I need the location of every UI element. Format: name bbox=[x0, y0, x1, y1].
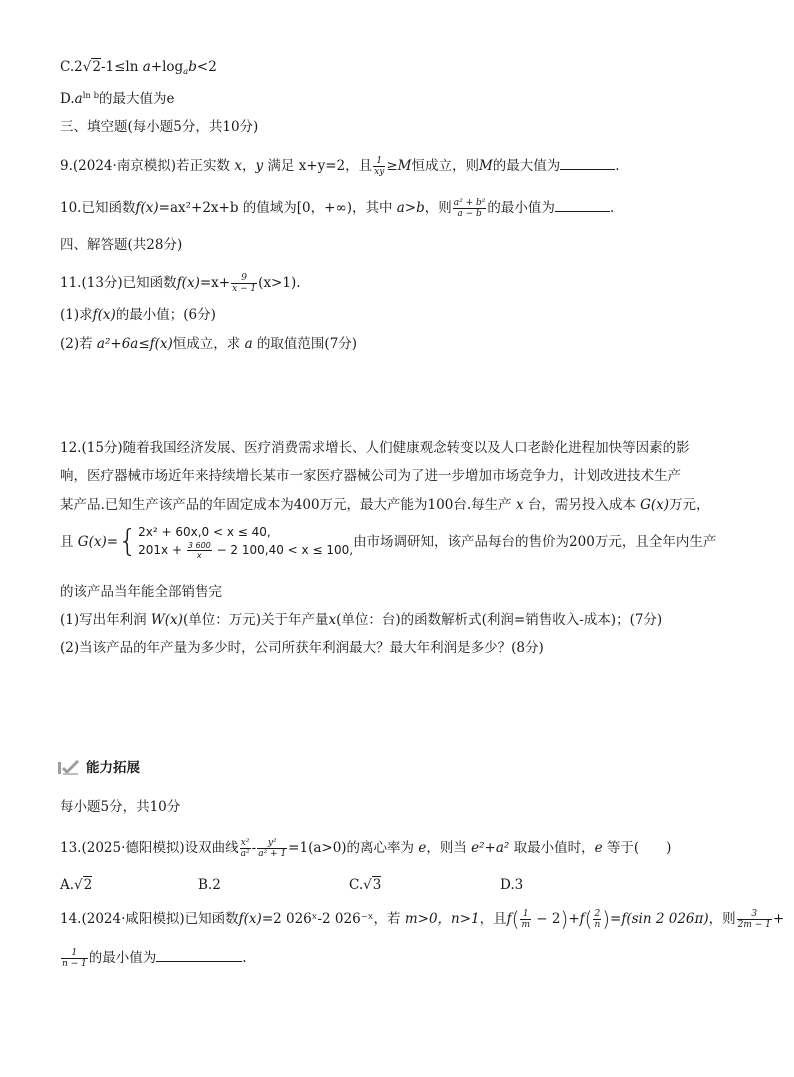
q13-option-a[interactable]: A.√2 bbox=[60, 877, 93, 893]
q9-fraction: $\frac{1}{xy}$ bbox=[374, 156, 385, 177]
q10-answer-blank[interactable] bbox=[555, 199, 610, 212]
question-9: 9.(2024·南京模拟)若正实数 x，y 满足 x+y=2，且 $\frac{1}{xy}$ ≥M恒成立，则M的最大值为 . bbox=[60, 156, 620, 177]
piecewise-brace: { bbox=[118, 524, 138, 559]
q8-option-c: C.2√2-1≤ln $a+\log_ab<2$ bbox=[60, 59, 217, 77]
question-12-part-1: (1)写出年利润 W(x)(单位：万元)关于年产量x(单位：台)的函数解析式(利润=销售收入-成本)；(7分) bbox=[60, 612, 663, 628]
question-12-line-4: 且 G(x)={ 2x² + 60x,0 < x ≤ 40, 201x + $\frac{3 600}{x}$ − 2 100,40 < x ≤ 100, 由市场调研知，该产品每台的售价为200万元，且全年内生产 bbox=[60, 524, 717, 560]
section-4-title: 四、解答题(共28分) bbox=[60, 237, 183, 253]
question-12-line-3: 某产品.已知生产该产品的年固定成本为400万元，最大产能为100台.每生产 x 台，需另投入成本 G(x)万元， bbox=[60, 497, 710, 513]
question-14-line-1: 14.(2024·咸阳模拟)已知函数f(x)=2 026ˣ-2 026⁻ˣ，若 m>0，n>1，且f( $\frac{1}{m}$ − 2)+f( $\frac{2}{n}$ )=f(sin 2 026π)，则 $\frac{3}{2m - 1}$ + bbox=[60, 907, 785, 931]
q13-option-d[interactable]: D.3 bbox=[500, 877, 524, 893]
pencil-check-icon bbox=[58, 760, 80, 776]
q14-answer-blank[interactable] bbox=[156, 949, 242, 962]
q13-option-c[interactable]: C.√3 bbox=[349, 877, 382, 893]
question-12-line-1: 12.(15分)随着我国经济发展、医疗消费需求增长、人们健康观念转变以及人口老龄化进程加快等因素的影 bbox=[60, 440, 690, 456]
question-11-part-1: (1)求f(x)的最小值；(6分) bbox=[60, 307, 216, 323]
piecewise-definition: 2x² + 60x,0 < x ≤ 40, 201x + $\frac{3 600}{x}$ − 2 100,40 < x ≤ 100, bbox=[138, 525, 354, 560]
q8-option-d: $D.a^{ln b}$的最大值为e bbox=[60, 91, 175, 107]
question-14-line-2: $\frac{1}{n - 1}$ 的最小值为 . bbox=[62, 948, 247, 969]
q10-fraction: $\frac{\text{a² + b²}}{a - b}$ bbox=[453, 198, 486, 219]
question-11: 11.(13分)已知函数f(x)=x+ $\frac{9}{x - 1}$ (x>1). bbox=[60, 273, 301, 294]
section-3-title: 三、填空题(每小题5分，共10分) bbox=[60, 119, 259, 135]
ability-title: 能力拓展 bbox=[86, 760, 140, 776]
q9-answer-blank[interactable] bbox=[560, 157, 615, 170]
ability-note: 每小题5分，共10分 bbox=[60, 799, 181, 815]
q11-fraction: $\frac{9}{x - 1}$ bbox=[232, 273, 257, 294]
question-12-part-2: (2)当该产品的年产量为多少时，公司所获年利润最大？最大年利润是多少？(8分) bbox=[60, 640, 544, 656]
question-13: 13.(2025·德阳模拟)设双曲线 $\frac{\text{x²}}{\text{a²}}$ - $\frac{\text{y²}}{\text{a² + 1}}$ =1(a>0)的离心率为 e，则当 e²+a² 取最小值时，e 等于( ) bbox=[60, 838, 672, 859]
question-12-line-2: 响，医疗器械市场近年来持续增长某市一家医疗器械公司为了进一步增加市场竞争力，计划改进技术生产 bbox=[60, 468, 681, 484]
question-11-part-2: (2)若 a²+6a≤f(x)恒成立，求 a 的取值范围(7分) bbox=[60, 336, 358, 352]
q13-option-b[interactable]: B.2 bbox=[198, 877, 221, 893]
q13-fraction-1: $\frac{\text{x²}}{\text{a²}}$ bbox=[240, 838, 250, 859]
question-10: 10.已知函数f(x)=ax²+2x+b 的值域为[0，+∞)，其中 a>b，则 $\frac{\text{a² + b²}}{a - b}$ 的最小值为 . bbox=[60, 198, 615, 219]
q13-fraction-2: $\frac{\text{y²}}{\text{a² + 1}}$ bbox=[258, 838, 287, 859]
question-12-line-5: 的该产品当年能全部销售完 bbox=[60, 584, 222, 600]
